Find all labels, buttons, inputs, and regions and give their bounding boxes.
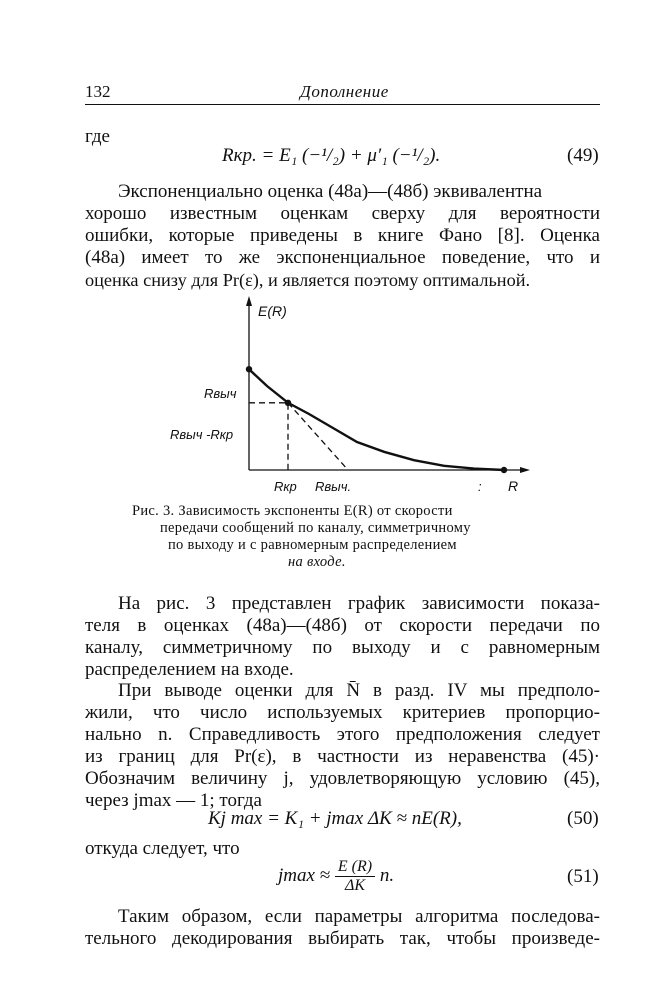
figure-caption-line-4: на входе. [288,554,346,570]
equation-51-numerator: E (R) [335,858,375,877]
page-header [85,82,600,105]
equation-50: Kj max = K₁ + jmax ΔK ≈ nE(R), [208,808,462,829]
equation-49-number: (49) [567,145,599,166]
para1-line-5: оценка снизу для Pr(ε), и является поэтому оптимальной. [85,270,531,290]
y-tick-label-rvych: Rвыч [204,386,237,401]
x-tick-label-rkr: Rкр [274,479,297,494]
y-tick-label-rvych-rkr: Rвыч -Rкр [170,427,234,442]
equation-51-denominator: ΔK [344,877,365,894]
para3-line-3: нально n. Справедливость этого предположения следует [85,724,600,745]
running-title: Дополнение [300,82,389,101]
x-axis-arrow [520,467,530,473]
page-number: 132 [85,82,111,101]
para2-line-4: распределением на входе. [85,659,294,680]
series-rкр-marker [249,403,288,470]
equation-51 [278,858,394,895]
para4-line: откуда следует, что [85,838,240,859]
para3-line-4: из границ для Pr(ε), в частности из неравенства (45)· [85,746,600,767]
y-axis-arrow [246,296,252,306]
para1-line-3: ошибки, которые приведены в книге Фано [8]. Оценка [85,225,600,246]
para2-line-3: каналу, симметричному по выходу и с равномерным [85,637,600,658]
equation-51-rhs: n. [379,864,395,886]
equation-51-number: (51) [567,866,599,887]
para3-line-1: При выводе оценки для N̄ в разд. IV мы предполо- [118,680,600,701]
para5-line-2: тельного декодирования выбирать так, чтобы произведе- [85,928,600,949]
equation-51-lhs: jmax ≈ [278,864,331,886]
para5-line-1: Таким образом, если параметры алгоритма последова- [118,906,600,927]
figure-3-chart [160,292,540,497]
para3-line-5: Обозначим величину j, удовлетворяющую условию (45), [85,768,600,789]
series-e-r- [249,369,504,470]
equation-49: Rкр. = E₁ (−¹/₂) + μ′₁ (−¹/₂). [222,145,441,166]
data-point-1 [246,366,252,372]
figure-caption-line-2: передачи сообщений по каналу, симметричному [160,520,471,536]
para2-line-2: теля в оценках (48а)—(48б) от скорости передачи по [85,615,600,636]
para1-line-2: хорошо известным оценкам сверху для вероятности [85,203,600,224]
y-axis-label: E(R) [258,303,287,319]
para3-line-2: жили, что число используемых критериев пропорцио- [85,702,600,723]
data-point-3 [501,467,507,473]
series-tangent [288,403,348,470]
axis-marker: : [478,479,482,494]
where-word: где [85,126,110,147]
figure-caption-line-1: Рис. 3. Зависимость экспоненты E(R) от скорости [132,503,453,519]
para2-line-1: На рис. 3 представлен график зависимости показа- [118,593,600,614]
figure-caption-line-3: по выходу и с равномерным распределением [168,537,457,553]
equation-51-fraction [335,858,375,895]
x-tick-label-rvych: Rвыч. [315,479,352,494]
data-point-2 [285,400,291,406]
para1-line-4: (48а) имеет то же экспоненциальное поведение, что и [85,247,600,268]
para1-line-1: Экспоненциально оценка (48а)—(48б) эквивалентна [118,181,543,202]
equation-50-number: (50) [567,808,599,829]
x-axis-label: R [508,478,519,494]
para3-line-6: через jmax — 1; тогда [85,790,262,811]
